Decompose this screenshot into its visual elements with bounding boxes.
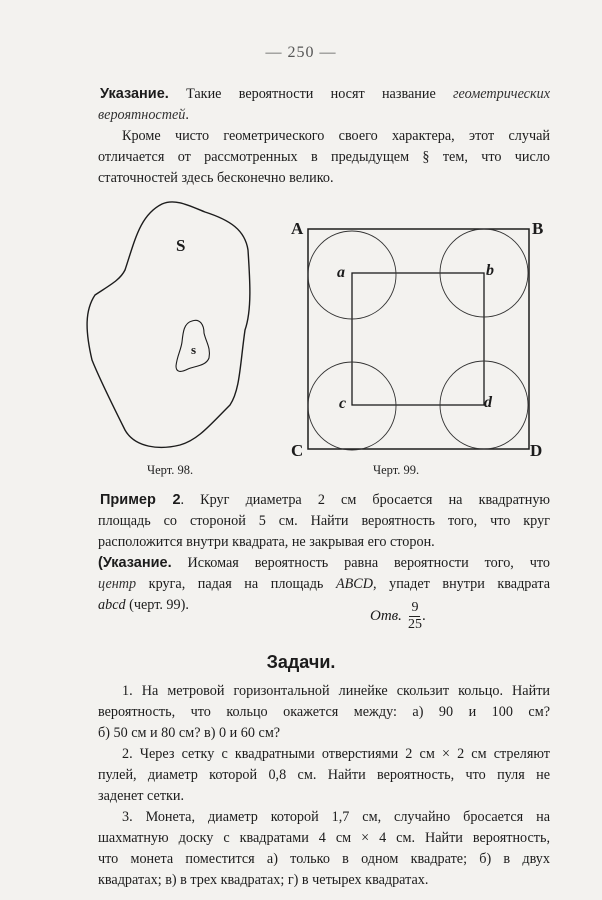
text-line: Кроме чисто геометрического своего характера, этот случай — [122, 128, 550, 144]
outer-region-S — [87, 202, 250, 447]
text-line: шахматную доску с квадратами 4 см × 4 см. Найти вероятность, — [98, 830, 550, 846]
text-line: что монета поместится а) только в одном квадрате; б) в двух — [98, 851, 550, 867]
inner-label-a: a — [337, 264, 345, 281]
text-line: статочностей здесь бесконечно велико. — [98, 170, 334, 186]
corner-label-D: D — [530, 441, 543, 460]
text-line: заденет сетки. — [98, 788, 185, 804]
text-line: 1. На метровой горизонтальной линейке скользит кольцо. Найти — [122, 683, 550, 699]
figure-99-caption: Черт. 99. — [373, 463, 420, 477]
hint-label: Указание. — [100, 86, 169, 102]
problem-2 — [98, 744, 550, 807]
text-line: вероятность, что кольцо окажется между: а) 90 и 100 см? — [98, 704, 550, 720]
answer-label: Отв. — [370, 608, 402, 624]
text-line: (Указание. Искомая вероятность равна вероятности того, что — [98, 555, 550, 571]
figure-99-squares — [280, 210, 560, 480]
region-label-s: s — [191, 342, 197, 357]
fraction-numerator: 9 — [411, 600, 419, 615]
text-line: 2. Через сетку с квадратными отверстиями 2 см × 2 см стреляют — [122, 746, 550, 762]
text-line: квадратах; в) в трех квадратах; г) в четырех квадратах. — [98, 872, 429, 888]
example-label: Пример 2 — [100, 492, 181, 508]
paragraph-geometric — [98, 126, 550, 189]
inner-label-d: d — [484, 394, 492, 411]
inner-square-abcd — [352, 273, 484, 405]
hint-2-label: (Указание. — [98, 555, 172, 571]
inner-label-c: c — [339, 395, 347, 412]
figure-98-blob — [80, 190, 280, 460]
outer-square-ABCD — [308, 229, 529, 449]
hint-line-2: вероятностей. — [98, 107, 189, 123]
text-line: расположится внутри квадрата, не закрывая его сторон. — [98, 534, 435, 550]
problem-3 — [98, 807, 550, 891]
text-line: центр круга, падая на площадь ABCD, упадет внутри квадрата — [98, 576, 550, 592]
corner-label-A: A — [291, 219, 304, 238]
example-2-paragraph — [98, 490, 550, 553]
text-line: площадь со стороной 5 см. Найти вероятность того, что круг — [98, 513, 550, 529]
text-line: отличается от рассмотренных в предыдущем § тем, что число — [98, 149, 550, 165]
fraction-denominator: 25 — [407, 617, 422, 632]
figure-98-caption: Черт. 98. — [147, 463, 194, 477]
text-line: пулей, диаметр которой 0,8 см. Найти вероятность, что пуля не — [98, 767, 550, 783]
text-line: б) 50 см и 80 см? в) 0 и 60 см? — [98, 725, 281, 741]
corner-label-C: C — [291, 441, 304, 460]
answer: Отв. $\frac{9}{25}$ . — [370, 600, 426, 632]
text-line: 3. Монета, диаметр которой 1,7 см, случайно бросается на — [122, 809, 550, 825]
corner-label-B: B — [532, 219, 544, 238]
region-label-S: S — [176, 236, 186, 255]
text-line: abcd (черт. 99). — [98, 597, 189, 613]
problems-heading: Задачи. — [266, 652, 336, 672]
answer-fraction — [408, 600, 422, 633]
problem-1 — [98, 681, 550, 744]
hint-line-1: Указание. Такие вероятности носят название геометрических — [100, 86, 550, 102]
hint-paragraph — [98, 84, 550, 126]
hint-2-paragraph — [98, 553, 550, 616]
text-line: Пример 2. Круг диаметра 2 см бросается на квадратную — [100, 492, 551, 508]
page-number: — 250 — — [265, 44, 337, 61]
inner-label-b: b — [486, 262, 494, 279]
